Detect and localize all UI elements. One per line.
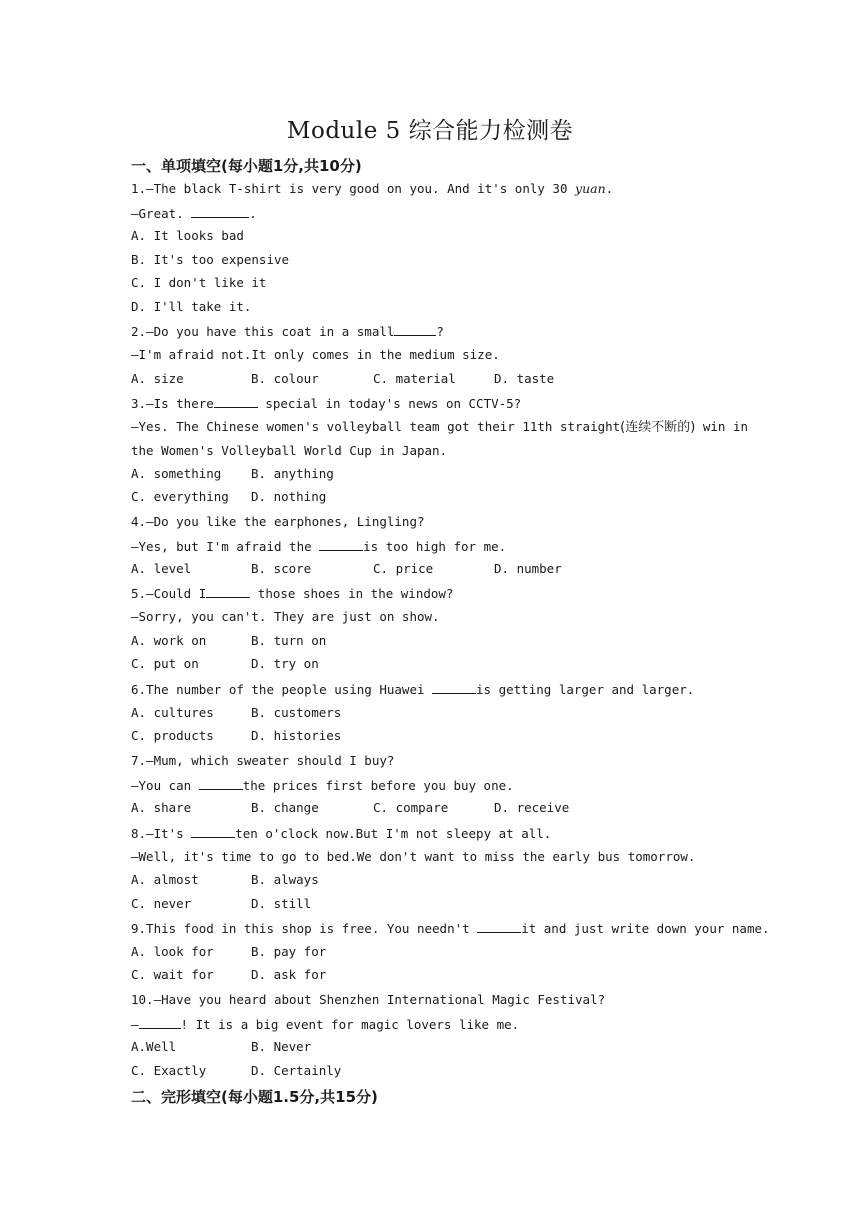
question-7-reply: —You can the prices first before you buy one. [131, 778, 514, 793]
option: A. share [131, 800, 192, 815]
answer-blank[interactable] [319, 538, 363, 551]
option: B. change [251, 800, 319, 815]
option: A. size [131, 371, 184, 386]
option: A. level [131, 561, 192, 576]
question-8-reply: —Well, it's time to go to bed.We don't want to miss the early bus tomorrow. [131, 849, 696, 864]
option: B. turn on [251, 633, 327, 648]
question-1-reply: —Great. . [131, 206, 257, 221]
option: C. everything [131, 489, 229, 504]
question-4-reply: —Yes, but I'm afraid the is too high for me. [131, 539, 507, 554]
option: C. products [131, 728, 214, 743]
option: D. nothing [251, 489, 327, 504]
question-10-reply: — ! It is a big event for magic lovers like me. [131, 1017, 520, 1032]
option: A. It looks bad [131, 228, 244, 243]
option: A. work on [131, 633, 207, 648]
question-2-reply: —I'm afraid not.It only comes in the medium size. [131, 347, 500, 362]
option: C. compare [373, 800, 449, 815]
option: A. cultures [131, 705, 214, 720]
question-7-stem: 7.—Mum, which sweater should I buy? [131, 753, 395, 768]
question-3-reply: —Yes. The Chinese women's volleyball team got their 11th straight(连续不断的) win in [131, 419, 749, 435]
question-2-stem: 2.—Do you have this coat in a small ? [131, 324, 444, 339]
option: C. put on [131, 656, 199, 671]
section-1-heading: 一、单项填空(每小题1分,共10分) [131, 157, 362, 175]
answer-blank[interactable] [394, 323, 436, 336]
option: D. ask for [251, 967, 327, 982]
option: C. price [373, 561, 434, 576]
answer-blank[interactable] [214, 395, 258, 408]
option: D. still [251, 896, 312, 911]
section-2-heading: 二、完形填空(每小题1.5分,共15分) [131, 1088, 378, 1106]
option: C. Exactly [131, 1063, 207, 1078]
question-10-stem: 10.—Have you heard about Shenzhen International Magic Festival? [131, 992, 606, 1007]
question-4-stem: 4.—Do you like the earphones, Lingling? [131, 514, 425, 529]
question-8-stem: 8.—It's ten o'clock now.But I'm not sleepy at all. [131, 826, 552, 841]
option: B. colour [251, 371, 319, 386]
question-3-stem: 3.—Is there special in today's news on CCTV-5? [131, 396, 522, 411]
question-9-stem: 9.This food in this shop is free. You needn't it and just write down your name. [131, 921, 770, 936]
answer-blank[interactable] [199, 777, 243, 790]
option: C. wait for [131, 967, 214, 982]
option: D. try on [251, 656, 319, 671]
answer-blank[interactable] [206, 585, 250, 598]
question-5-reply: —Sorry, you can't. They are just on show. [131, 609, 440, 624]
option: C. I don't like it [131, 275, 267, 290]
option: A. look for [131, 944, 214, 959]
option: A. something [131, 466, 222, 481]
answer-blank[interactable] [432, 681, 476, 694]
option: B. anything [251, 466, 334, 481]
option: C. material [373, 371, 456, 386]
answer-blank[interactable] [139, 1016, 181, 1029]
option: D. number [494, 561, 562, 576]
option: B. It's too expensive [131, 252, 290, 267]
option: D. taste [494, 371, 555, 386]
question-5-stem: 5.—Could I those shoes in the window? [131, 586, 454, 601]
option: B. score [251, 561, 312, 576]
option: B. Never [251, 1039, 312, 1054]
option: B. always [251, 872, 319, 887]
question-3-reply-cont: the Women's Volleyball World Cup in Japan. [131, 443, 448, 458]
question-1-stem: 1.—The black T-shirt is very good on you. And it's only 30 yuan. [131, 181, 614, 196]
option: D. Certainly [251, 1063, 342, 1078]
option: B. customers [251, 705, 342, 720]
option: D. receive [494, 800, 570, 815]
question-6-stem: 6.The number of the people using Huawei is getting larger and larger. [131, 682, 695, 697]
answer-blank[interactable] [191, 825, 235, 838]
option: B. pay for [251, 944, 327, 959]
option: A. almost [131, 872, 199, 887]
option: D. histories [251, 728, 342, 743]
answer-blank[interactable] [477, 920, 521, 933]
option: D. I'll take it. [131, 299, 252, 314]
page-title: Module 5 综合能力检测卷 [286, 118, 574, 144]
option: C. never [131, 896, 192, 911]
answer-blank[interactable] [191, 205, 249, 218]
option: A.Well [131, 1039, 177, 1054]
